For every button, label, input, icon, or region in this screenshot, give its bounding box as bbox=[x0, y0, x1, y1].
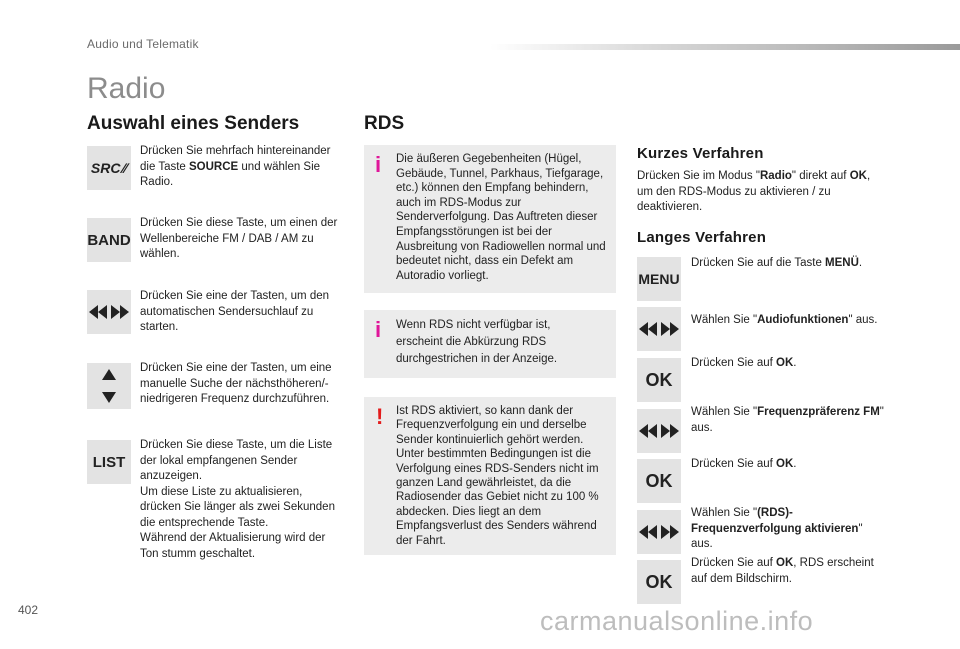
text-short-procedure: Drücken Sie im Modus "Radio" direkt auf OK, um den RDS-Modus zu aktivieren / zu deaktivieren. bbox=[637, 170, 871, 213]
ok-key-icon: OK bbox=[637, 459, 681, 503]
warning-box-rds-active bbox=[364, 397, 616, 555]
heading-short-procedure: Kurzes Verfahren bbox=[637, 145, 764, 162]
text-source: Drücken Sie mehrfach hintereinander die Taste SOURCE und wählen Sie Radio. bbox=[140, 145, 331, 188]
header-divider bbox=[490, 44, 960, 50]
up-down-arrows-icon bbox=[87, 363, 131, 409]
text-band: Drücken Sie diese Taste, um einen der Wellenbereiche FM / DAB / AM zu wählen. bbox=[140, 217, 338, 260]
text-seek: Drücken Sie eine der Tasten, um den automatischen Sendersuchlauf zu starten. bbox=[140, 290, 330, 333]
ok-key-icon: OK bbox=[637, 560, 681, 604]
text-step-frequency-preference: Wählen Sie "Frequenzpräferenz FM" aus. bbox=[691, 406, 884, 434]
info-icon: i bbox=[375, 152, 382, 177]
text-rds-active: Ist RDS aktiviert, so kann dank der Frequenzverfolgung ein und derselbe Sender kontinuierlich gehört werden. Unter bestimmten Bedingungen ist die Verfolgung eines RDS-Senders nicht im ganzen Land gewährleistet, da die Radiosender das Gebiet nicht zu 100 % abdecken. Dies liegt an dem Empfangsverlust des Senders während der Fahrt. bbox=[396, 405, 599, 547]
navigation-arrows-icon bbox=[637, 409, 681, 453]
info-icon: i bbox=[375, 317, 382, 342]
page-title: Radio bbox=[87, 72, 166, 105]
info-box-reception bbox=[364, 145, 616, 293]
text-step-audio-functions: Wählen Sie "Audiofunktionen" aus. bbox=[691, 314, 878, 326]
heading-station-selection: Auswahl eines Senders bbox=[87, 113, 300, 134]
warning-icon: ! bbox=[376, 404, 384, 429]
list-key-icon: LIST bbox=[87, 440, 131, 484]
heading-long-procedure: Langes Verfahren bbox=[637, 229, 767, 246]
page-number: 402 bbox=[18, 603, 39, 617]
text-step-rds-tracking: Wählen Sie "(RDS)-Frequenzverfolgung aktivieren" aus. bbox=[691, 507, 863, 550]
text-step-ok-final: Drücken Sie auf OK, RDS erscheint auf dem Bildschirm. bbox=[691, 557, 874, 585]
watermark: carmanualsonline.info bbox=[540, 606, 814, 636]
text-manual-search: Drücken Sie eine der Tasten, um eine manuelle Suche der nächsthöheren/-niedrigeren Frequenz durchzuführen. bbox=[140, 362, 332, 405]
band-key-icon: BAND bbox=[87, 218, 131, 262]
info-box-rds-unavailable bbox=[364, 310, 616, 378]
ok-key-icon: OK bbox=[637, 358, 681, 402]
section-header: Audio und Telematik bbox=[87, 37, 199, 51]
seek-arrows-icon bbox=[87, 290, 131, 334]
text-reception: Die äußeren Gegebenheiten (Hügel, Gebäude, Tunnel, Parkhaus, Tiefgarage, etc.) können den Empfang behindern, auch im RDS-Modus zur Senderverfolgung. Das Auftreten dieser Empfangsstörungen ist bei der Ausbreitung von Radiowellen normal und bedeutet nicht, dass ein Defekt am Autoradio vorliegt. bbox=[396, 153, 606, 282]
text-step-ok-2: Drücken Sie auf OK. bbox=[691, 458, 797, 470]
text-list: Drücken Sie diese Taste, um die Liste der lokal empfangenen Sender anzuzeigen. Um diese Liste zu aktualisieren, drücken Sie länger als zwei Sekunden die entsprechende Taste. Während der Aktualisierung wird der Ton stumm geschaltet. bbox=[140, 439, 335, 560]
menu-key-icon: MENU bbox=[637, 257, 681, 301]
navigation-arrows-icon bbox=[637, 510, 681, 554]
navigation-arrows-icon bbox=[637, 307, 681, 351]
text-step-ok-1: Drücken Sie auf OK. bbox=[691, 357, 797, 369]
text-step-menu: Drücken Sie auf die Taste MENÜ. bbox=[691, 257, 863, 269]
text-rds-unavailable: Wenn RDS nicht verfügbar ist, erscheint die Abkürzung RDS durchgestrichen in der Anzeige. bbox=[396, 319, 558, 365]
source-key-icon: SRC ∕∕ bbox=[87, 146, 131, 190]
heading-rds: RDS bbox=[364, 113, 405, 134]
